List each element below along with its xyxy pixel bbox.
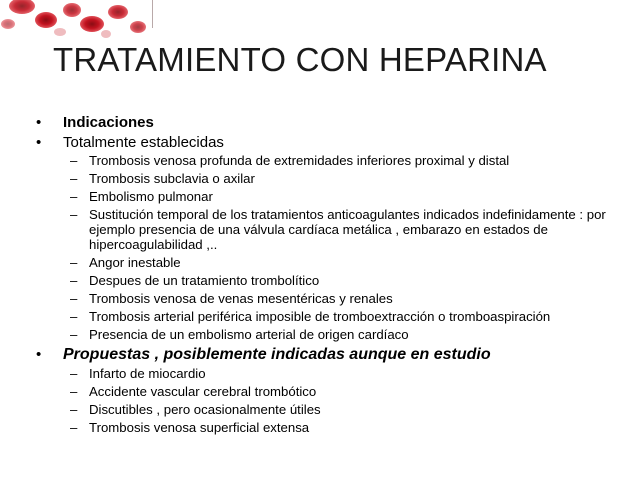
sub-bullet-item (36, 291, 631, 306)
sub-bullet-item (36, 384, 631, 399)
item-text: Angor inestable (89, 255, 181, 270)
sub-bullet-item (36, 309, 631, 324)
dash-marker: – (70, 189, 78, 204)
bullet-item (36, 113, 631, 132)
item-text: Discutibles , pero ocasionalmente útiles (89, 402, 321, 417)
slide-title: TRATAMIENTO CON HEPARINA (53, 41, 547, 78)
bullet-marker: • (36, 346, 42, 363)
item-text: Totalmente establecidas (63, 134, 224, 151)
item-text: Trombosis venosa superficial extensa (89, 420, 310, 435)
decoration-divider (152, 0, 153, 28)
item-text: Sustitución temporal de los tratamientos anticoagulantes indicados indefinidamente : por ejemplo presencia de una válvula cardíaca metálica , embarazo en estados de hipercoagulabilidad ,.. (89, 207, 606, 252)
item-text: Presencia de un embolismo arterial de origen cardíaco (89, 327, 409, 342)
sub-bullet-item (36, 171, 631, 186)
dash-marker: – (70, 153, 78, 168)
bullet-marker: • (36, 134, 42, 151)
sub-bullet-item (36, 189, 631, 204)
sub-bullet-item (36, 366, 631, 381)
dash-marker: – (70, 273, 78, 288)
dash-marker: – (70, 366, 78, 381)
sub-bullet-item (36, 402, 631, 417)
item-text: Indicaciones (63, 114, 154, 131)
sub-bullet-item (36, 420, 631, 435)
dash-marker: – (70, 291, 78, 306)
bullet-marker: • (36, 114, 42, 131)
item-text: Infarto de miocardio (89, 366, 206, 381)
dash-marker: – (70, 402, 78, 417)
dash-marker: – (70, 420, 78, 435)
sub-bullet-item (36, 153, 631, 168)
item-text: Trombosis subclavia o axilar (89, 171, 255, 186)
red-blood-cells-decoration (0, 0, 175, 40)
dash-marker: – (70, 327, 78, 342)
dash-marker: – (70, 171, 78, 186)
item-text: Trombosis venosa profunda de extremidades inferiores proximal y distal (89, 153, 510, 168)
bullet-item (36, 133, 631, 152)
bullet-list (36, 113, 631, 438)
sub-bullet-item (36, 255, 631, 270)
sub-bullet-item (36, 327, 631, 342)
item-text: Trombosis arterial periférica imposible de tromboextracción o tromboaspiración (89, 309, 551, 324)
sub-bullet-item (36, 207, 631, 252)
dash-marker: – (70, 255, 78, 270)
bullet-item (36, 345, 631, 365)
dash-marker: – (70, 384, 78, 399)
sub-bullet-item (36, 273, 631, 288)
item-text: Trombosis venosa de venas mesentéricas y renales (89, 291, 393, 306)
item-text: Accidente vascular cerebral trombótico (89, 384, 317, 399)
item-text: Despues de un tratamiento trombolítico (89, 273, 320, 288)
dash-marker: – (70, 309, 78, 324)
dash-marker: – (70, 207, 78, 222)
item-text: Propuestas , posiblemente indicadas aunque en estudio (63, 346, 491, 363)
item-text: Embolismo pulmonar (89, 189, 213, 204)
